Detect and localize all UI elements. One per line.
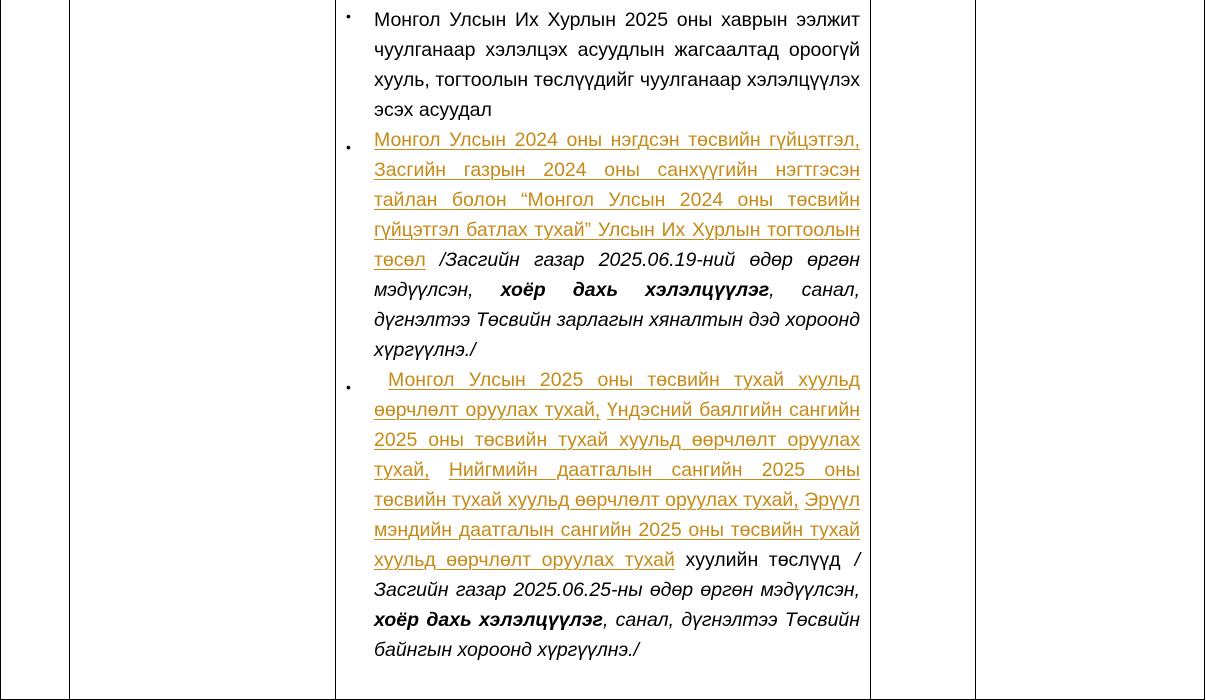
cell-empty <box>70 0 336 700</box>
table-row <box>1 0 1205 700</box>
cell-agenda-items <box>336 0 871 700</box>
bullet-icon: • <box>346 139 351 155</box>
document-link[interactable]: Эрүүл мэндийн даатгалын сангийн 2025 оны төсвийн тухай хуульд өөрчлөлт оруулах тухай <box>374 489 860 571</box>
item-text <box>374 125 860 365</box>
document-link[interactable]: Үндэсний баялгийн сангийн 2025 оны төсвийн тухай хуульд өөрчлөлт оруулах тухай, <box>374 399 860 481</box>
list-item <box>336 365 870 665</box>
item-plain-text: хуулийн төслүүд <box>685 549 841 571</box>
cell-number <box>1 0 70 700</box>
item-text <box>374 365 860 665</box>
bullet-icon: • <box>346 8 351 24</box>
document-link[interactable]: Монгол Улсын 2024 оны нэгдсэн төсвийн гүйцэтгэл, Засгийн газрын 2024 оны санхүүгийн нэгтгэсэн тайлан болон “Монгол Улсын 2024 оны төсвийн гүйцэтгэл батлах тухай” Улсын Их Хурлын тогтоолын төсөл <box>374 129 860 271</box>
item-text: Монгол Улсын Их Хурлын 2025 оны хаврын ээлжит чуулганаар хэлэлцэх асуудлын жагсаалтад ороогүй хууль, тогтоолын төслүүдийг чуулганаар хэлэлцүүлэх эсэх асуудал <box>374 9 860 121</box>
item-note-emphasis: хоёр дахь хэлэлцүүлэг <box>374 609 603 631</box>
item-note: /Засгийн газар 2025.06.25-ны өдөр өргөн мэдүүлсэн, хоёр дахь хэлэлцүүлэг, санал, дүгнэлтээ Төсвийн байнгын хороонд хүргүүлнэ./ <box>374 549 860 661</box>
agenda-list <box>336 0 870 665</box>
document-link[interactable]: Монгол Улсын 2025 оны төсвийн тухай хуульд өөрчлөлт оруулах тухай, <box>374 369 860 421</box>
bullet-icon: • <box>346 379 351 395</box>
item-note: /Засгийн газар 2025.06.19-ний өдөр өргөн мэдүүлсэн, хоёр дахь хэлэлцүүлэг, санал, дүгнэлтээ Төсвийн зарлагын хяналтын дэд хороонд хүргүүлнэ./ <box>374 249 861 361</box>
document-link[interactable]: Нийгмийн даатгалын сангийн 2025 оны төсвийн тухай хуульд өөрчлөлт оруулах тухай, <box>374 459 860 511</box>
list-item <box>336 0 870 125</box>
list-item <box>336 125 870 365</box>
cell-empty <box>976 0 1205 700</box>
cell-empty <box>871 0 976 700</box>
item-note-emphasis: хоёр дахь хэлэлцүүлэг <box>500 279 770 301</box>
